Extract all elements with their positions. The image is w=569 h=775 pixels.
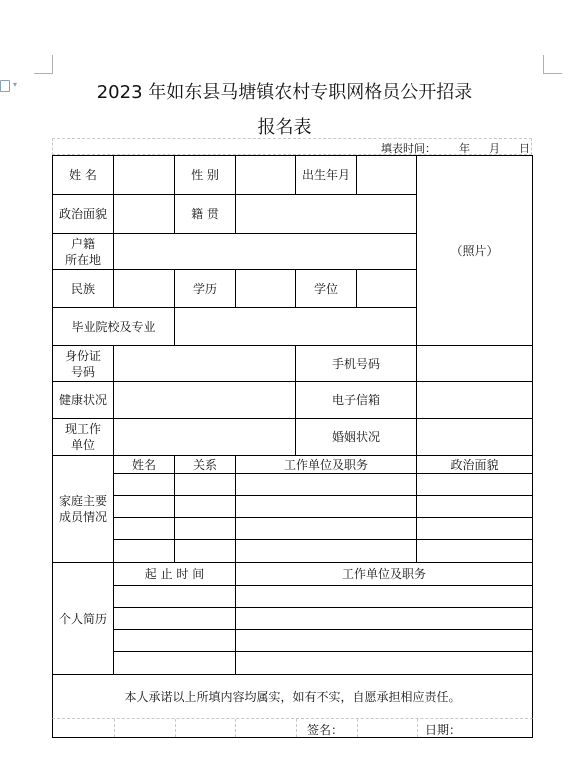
form-title: 2023 年如东县马塘镇农村专职网格员公开招录 <box>96 82 473 103</box>
document-icon[interactable]: ▾ <box>0 80 18 96</box>
family-cell[interactable] <box>174 495 236 518</box>
label-family: 家庭主要 成员情况 <box>52 455 114 563</box>
family-cell[interactable] <box>113 517 175 540</box>
label-degree: 学位 <box>295 269 357 308</box>
input-gender[interactable] <box>235 155 296 195</box>
family-header-relation: 关系 <box>174 455 236 474</box>
resume-cell[interactable] <box>113 629 236 652</box>
resume-cell[interactable] <box>235 629 533 652</box>
label-phone: 手机号码 <box>295 345 417 382</box>
label-origin: 籍 贯 <box>174 194 236 234</box>
input-name[interactable] <box>113 155 175 195</box>
family-cell[interactable] <box>235 539 417 563</box>
fill-time-label: 填表时间： <box>381 142 436 155</box>
fill-time-year: 年 <box>459 142 470 155</box>
family-header-name: 姓名 <box>113 455 175 474</box>
resume-cell[interactable] <box>235 651 533 675</box>
input-origin[interactable] <box>235 194 417 234</box>
fill-time-day: 日 <box>519 142 530 155</box>
signature-row <box>52 718 533 738</box>
label-resume: 个人简历 <box>52 562 114 675</box>
input-workplace[interactable] <box>113 418 296 456</box>
label-school: 毕业院校及专业 <box>52 307 175 346</box>
input-health[interactable] <box>113 381 296 419</box>
pledge-text: 本人承诺以上所填内容均属实，如有不实，自愿承担相应责任。 <box>52 674 533 718</box>
family-header-political: 政治面貌 <box>416 455 533 474</box>
family-cell[interactable] <box>113 473 175 496</box>
family-cell[interactable] <box>416 495 533 518</box>
label-ethnicity: 民族 <box>52 269 114 308</box>
date-label: 日期： <box>425 723 462 737</box>
family-cell[interactable] <box>235 517 417 540</box>
input-email[interactable] <box>416 381 533 419</box>
resume-cell[interactable] <box>235 585 533 608</box>
input-birth[interactable] <box>356 155 417 195</box>
input-ethnicity[interactable] <box>113 269 175 308</box>
form-subtitle: 报名表 <box>257 117 312 138</box>
resume-cell[interactable] <box>235 607 533 630</box>
signature-label: 签名： <box>307 723 344 737</box>
label-gender: 性 别 <box>174 155 236 195</box>
label-name: 姓 名 <box>52 155 114 195</box>
family-cell[interactable] <box>113 495 175 518</box>
resume-header-period: 起 止 时 间 <box>113 562 236 586</box>
family-cell[interactable] <box>416 517 533 540</box>
input-degree[interactable] <box>356 269 417 308</box>
label-birth: 出生年月 <box>295 155 357 195</box>
family-header-work: 工作单位及职务 <box>235 455 417 474</box>
resume-cell[interactable] <box>113 585 236 608</box>
label-political: 政治面貌 <box>52 194 114 234</box>
resume-cell[interactable] <box>113 651 236 675</box>
family-cell[interactable] <box>113 539 175 563</box>
family-cell[interactable] <box>174 473 236 496</box>
label-id-number: 身份证 号码 <box>52 345 114 382</box>
label-education: 学历 <box>174 269 236 308</box>
input-education[interactable] <box>235 269 296 308</box>
fill-time-row <box>52 138 532 155</box>
resume-header-work: 工作单位及职务 <box>235 562 533 586</box>
input-school[interactable] <box>174 307 417 346</box>
input-id-number[interactable] <box>113 345 296 382</box>
input-phone[interactable] <box>416 345 533 382</box>
page-corner-mark-left <box>34 55 53 74</box>
resume-cell[interactable] <box>113 607 236 630</box>
label-marital: 婚姻状况 <box>295 418 417 456</box>
label-email: 电子信箱 <box>295 381 417 419</box>
family-cell[interactable] <box>416 539 533 563</box>
family-cell[interactable] <box>174 517 236 540</box>
input-hukou[interactable] <box>113 233 417 270</box>
family-cell[interactable] <box>235 473 417 496</box>
photo-box[interactable]: （照片） <box>416 155 533 346</box>
fill-time-month: 月 <box>489 142 500 155</box>
family-cell[interactable] <box>235 495 417 518</box>
label-health: 健康状况 <box>52 381 114 419</box>
input-marital[interactable] <box>416 418 533 456</box>
input-political[interactable] <box>113 194 175 234</box>
page-corner-mark-right <box>543 55 562 74</box>
label-hukou: 户籍 所在地 <box>52 233 114 270</box>
family-cell[interactable] <box>416 473 533 496</box>
family-cell[interactable] <box>174 539 236 563</box>
label-workplace: 现工作 单位 <box>52 418 114 456</box>
